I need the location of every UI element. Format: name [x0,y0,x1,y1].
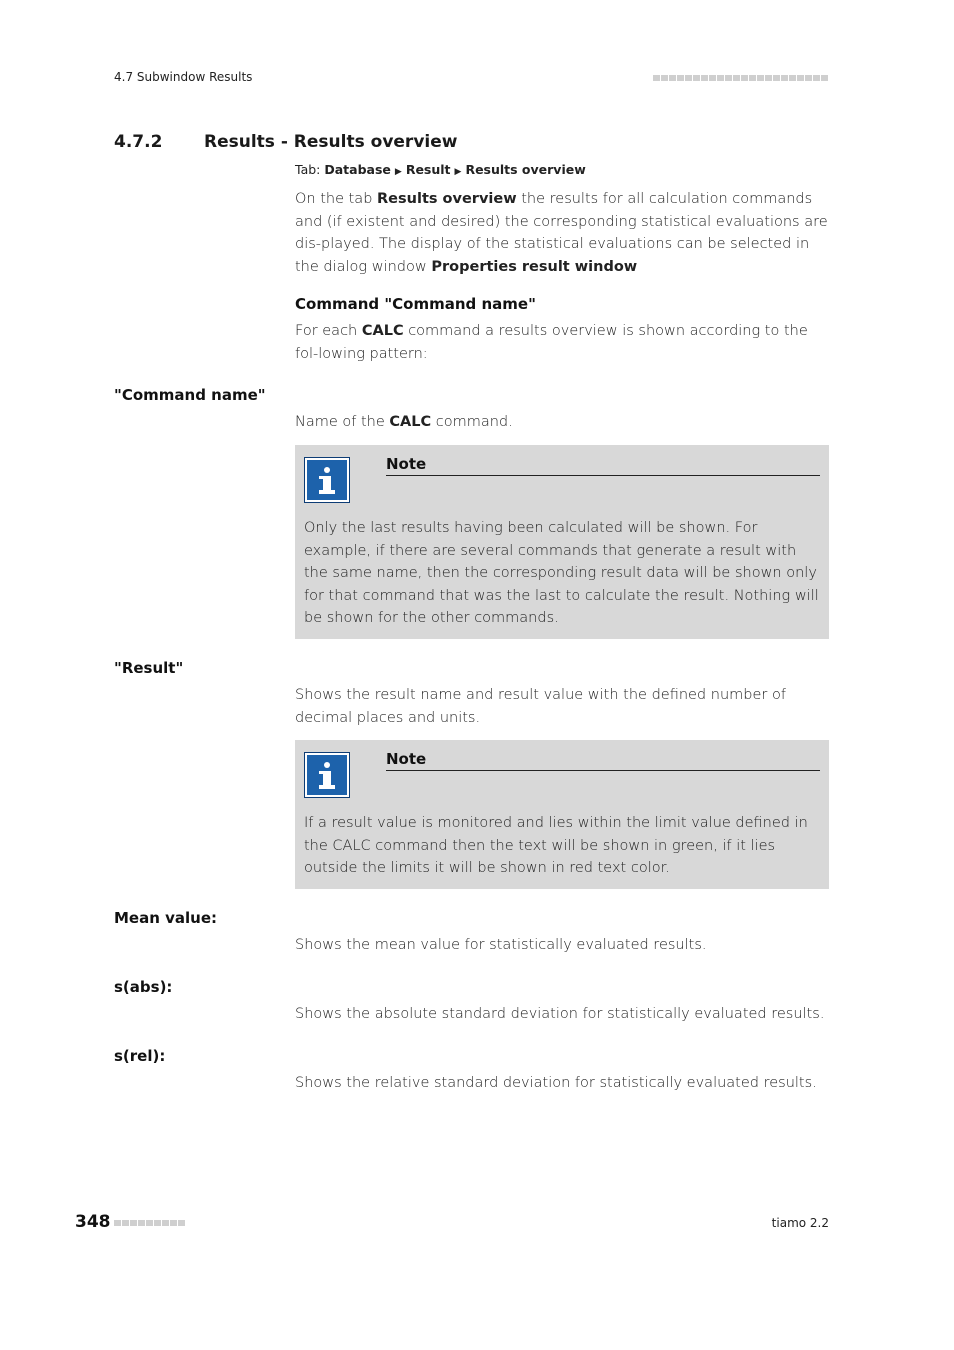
note-box-command-name [295,445,829,639]
arrow-right-icon: ▶ [454,167,462,177]
note-text: Only the last results having been calculated will be shown. For example, if there are several commands that generate a result with the same name, then the corresponding result data will be shown only for that command that was the last to calculate the result. Nothing will be shown for the other commands. [304,520,819,626]
product-name: tiamo 2.2 [771,1216,829,1230]
info-icon [304,752,350,798]
breadcrumb-prefix: Tab: [295,162,321,177]
header-square-marks [653,75,828,81]
section-title: Results - Results overview [204,132,458,152]
breadcrumb-item-results-overview: Results overview [465,162,586,177]
info-icon [304,457,350,503]
desc-result: Shows the result name and result value with the defined number of decimal places and units. [295,687,786,726]
term-s-rel: s(rel): [114,1047,166,1065]
running-header: 4.7 Subwindow Results [114,70,253,84]
desc-command-name: Name of the CALC command. [295,414,513,430]
desc-s-abs: Shows the absolute standard deviation for statistically evaluated results. [295,1006,825,1022]
breadcrumb [295,162,586,177]
desc-s-rel: Shows the relative standard deviation for statistically evaluated results. [295,1075,817,1091]
command-heading: Command "Command name" [295,295,536,313]
term-s-abs: s(abs): [114,978,173,996]
note-box-result [295,740,829,889]
breadcrumb-item-result: Result [405,162,451,177]
footer-square-marks [114,1220,185,1226]
note-title: Note [386,750,820,771]
term-result: "Result" [114,659,184,677]
command-paragraph: For each CALC command a results overview is shown according to the fol-lowing pattern: [295,323,808,362]
note-title: Note [386,455,820,476]
breadcrumb-item-database: Database [324,162,391,177]
term-mean-value: Mean value: [114,909,218,927]
desc-mean-value: Shows the mean value for statistically evaluated results. [295,937,707,953]
intro-paragraph: On the tab Results overview the results for all calculation commands and (if existent and desired) the corresponding statistical evaluations are dis-played. The display of the statistical evaluations can be selected in the dialog window Properties result window [295,191,828,276]
section-number: 4.7.2 [114,132,163,152]
arrow-right-icon: ▶ [394,167,402,177]
term-command-name: "Command name" [114,386,266,404]
note-text: If a result value is monitored and lies within the limit value defined in the CALC command then the text will be shown in green, if it lies outside the limits it will be shown in red text color. [304,815,808,876]
page-number: 348 [75,1212,111,1232]
